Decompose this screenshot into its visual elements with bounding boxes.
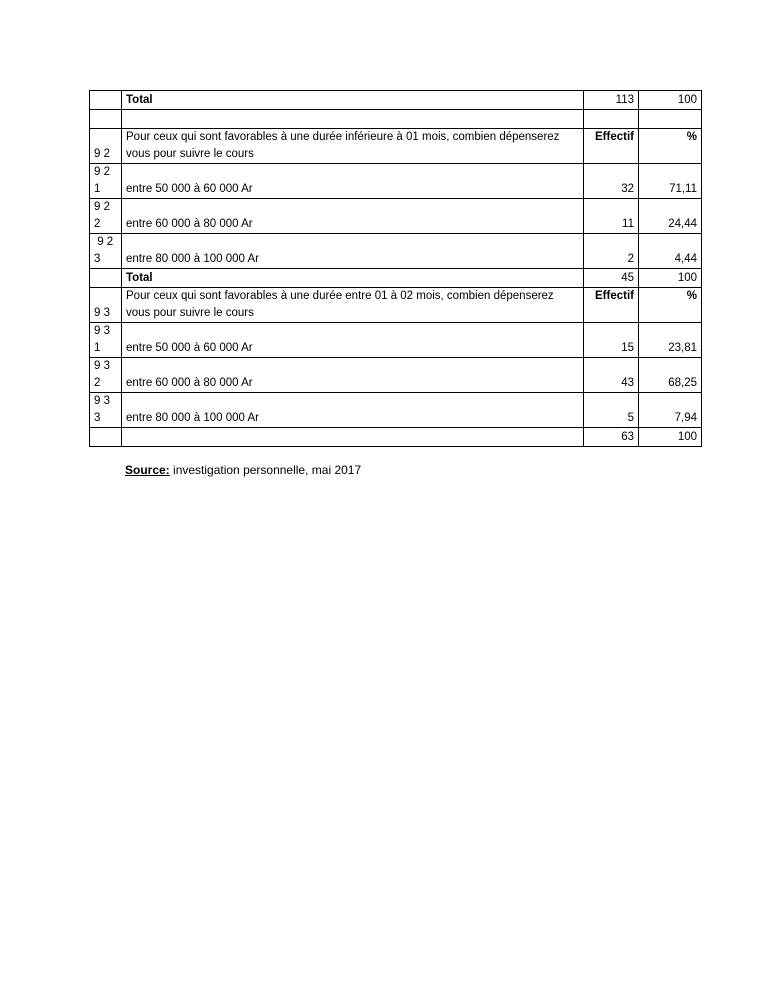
section-total-row — [90, 269, 702, 288]
question-text: Pour ceux qui sont favorables à une durée inférieure à 01 mois, combien dépenserez vous pour suivre le cours — [122, 129, 584, 164]
question-code: 9 3 — [90, 288, 122, 323]
empty-cell — [90, 110, 122, 129]
row-code — [90, 91, 122, 110]
total-effectif: 45 — [584, 269, 639, 288]
percent-header: % — [639, 288, 702, 323]
source-label: Source: — [125, 463, 170, 477]
survey-table — [89, 90, 702, 447]
table-row — [90, 323, 702, 358]
row-code: 9 2 3 — [90, 234, 122, 269]
table-row — [90, 199, 702, 234]
percent-header: % — [639, 129, 702, 164]
row-effectif: 32 — [584, 164, 639, 199]
row-code: 9 2 2 — [90, 199, 122, 234]
row-label: entre 50 000 à 60 000 Ar — [122, 323, 584, 358]
total-label: Total — [122, 269, 584, 288]
row-label: entre 60 000 à 80 000 Ar — [122, 358, 584, 393]
question-text: Pour ceux qui sont favorables à une durée entre 01 à 02 mois, combien dépenserez vous pour suivre le cours — [122, 288, 584, 323]
table-row — [90, 358, 702, 393]
row-pct: 23,81 — [639, 323, 702, 358]
total-effectif: 113 — [584, 91, 639, 110]
row-label: entre 60 000 à 80 000 Ar — [122, 199, 584, 234]
effectif-header: Effectif — [584, 129, 639, 164]
row-code — [90, 269, 122, 288]
source-note — [125, 463, 361, 477]
question-code: 9 2 — [90, 129, 122, 164]
row-label: entre 50 000 à 60 000 Ar — [122, 164, 584, 199]
question-row-93 — [90, 288, 702, 323]
total-pct: 100 — [639, 91, 702, 110]
effectif-header: Effectif — [584, 288, 639, 323]
row-code — [90, 428, 122, 447]
table-row — [90, 234, 702, 269]
row-effectif: 15 — [584, 323, 639, 358]
row-pct: 68,25 — [639, 358, 702, 393]
row-pct: 24,44 — [639, 199, 702, 234]
table-row-empty — [90, 110, 702, 129]
table-row-top-total — [90, 91, 702, 110]
row-pct: 7,94 — [639, 393, 702, 428]
row-code: 9 3 2 — [90, 358, 122, 393]
row-code: 9 2 1 — [90, 164, 122, 199]
source-text: investigation personnelle, mai 2017 — [169, 463, 362, 477]
row-label: entre 80 000 à 100 000 Ar — [122, 393, 584, 428]
row-effectif: 5 — [584, 393, 639, 428]
empty-cell — [639, 110, 702, 129]
row-label: entre 80 000 à 100 000 Ar — [122, 234, 584, 269]
section-total-row — [90, 428, 702, 447]
total-pct: 100 — [639, 428, 702, 447]
row-effectif: 2 — [584, 234, 639, 269]
row-effectif: 43 — [584, 358, 639, 393]
row-pct: 71,11 — [639, 164, 702, 199]
table-row — [90, 164, 702, 199]
total-label — [122, 428, 584, 447]
total-label: Total — [122, 91, 584, 110]
row-code: 9 3 1 — [90, 323, 122, 358]
row-code: 9 3 3 — [90, 393, 122, 428]
empty-cell — [122, 110, 584, 129]
question-row-92 — [90, 129, 702, 164]
row-effectif: 11 — [584, 199, 639, 234]
empty-cell — [584, 110, 639, 129]
table-row — [90, 393, 702, 428]
total-pct: 100 — [639, 269, 702, 288]
total-effectif: 63 — [584, 428, 639, 447]
row-pct: 4,44 — [639, 234, 702, 269]
